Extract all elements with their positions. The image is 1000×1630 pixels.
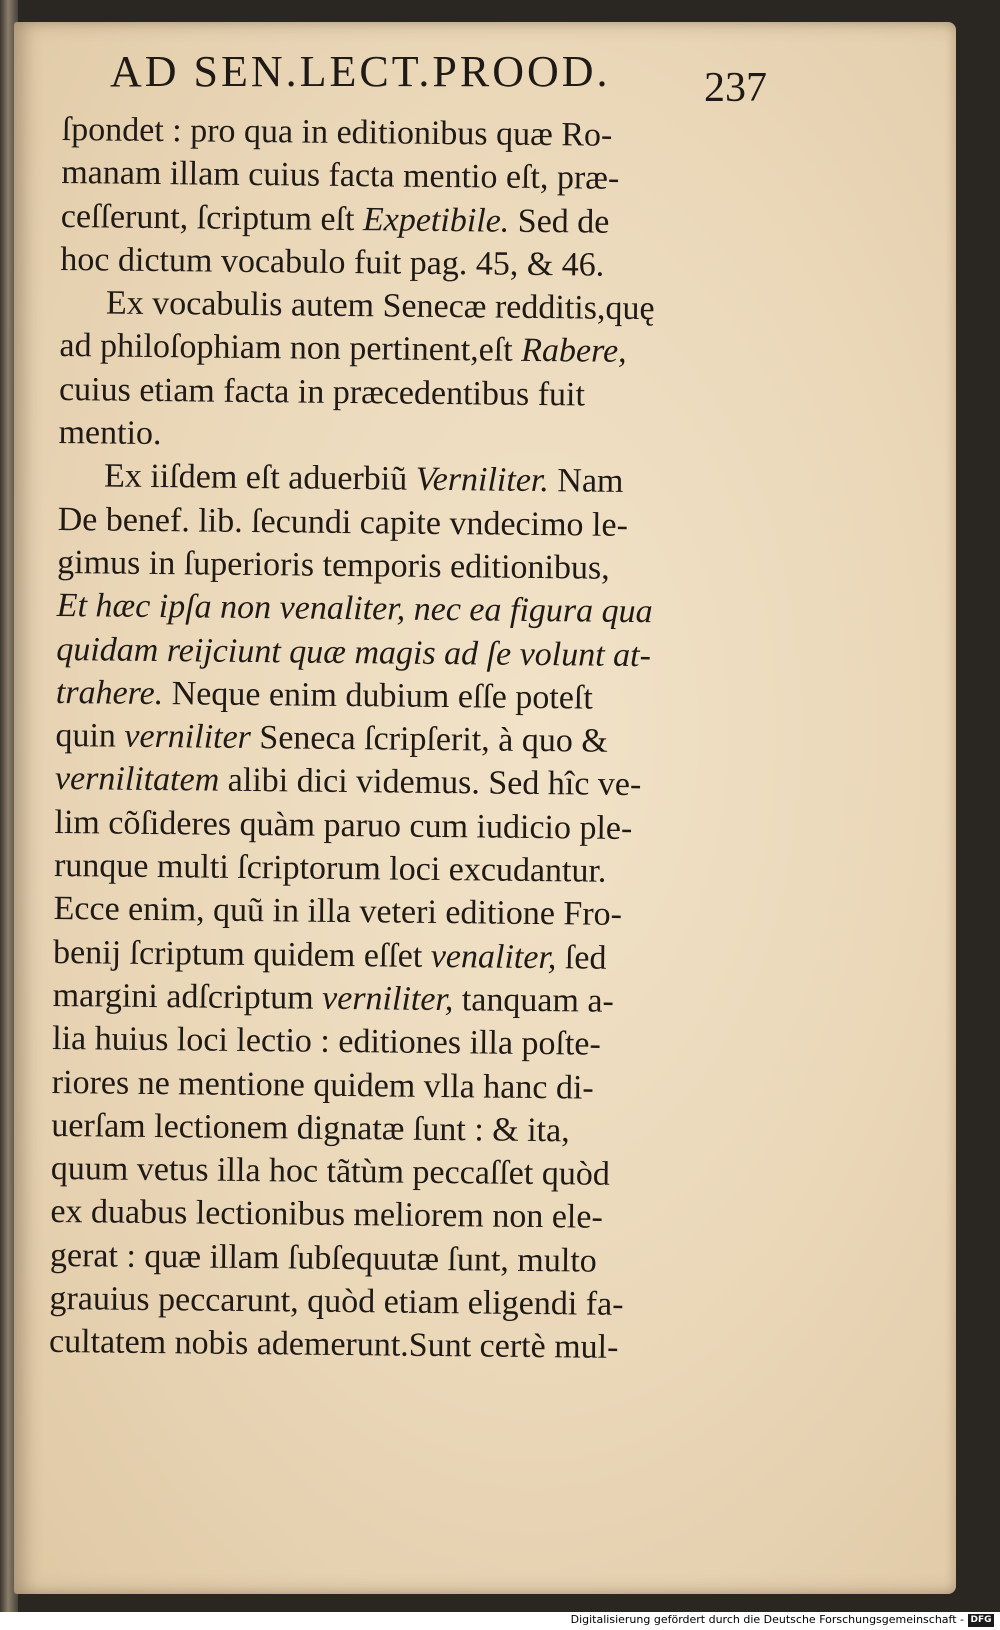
roman-text: lia huius loci lectio : editiones illa poſte- (52, 1020, 602, 1063)
roman-text: margini adſcriptum (52, 976, 323, 1017)
text-line (53, 931, 753, 982)
footer-bar (0, 1612, 1000, 1630)
roman-text: benij ſcriptum quidem eſſet (52, 933, 432, 975)
text-line (49, 1320, 749, 1371)
text-line (51, 1147, 751, 1198)
text-line (58, 411, 758, 462)
roman-text: ex duabus lectionibus meliorem non ele- (50, 1193, 603, 1237)
text-line (60, 238, 760, 289)
roman-text: ad philoſophiam non pertinent,eſt (59, 327, 522, 370)
text-line (61, 151, 761, 202)
text-line (60, 281, 760, 332)
text-line (52, 1017, 752, 1068)
roman-text: quum vetus illa hoc tãtùm peccaſſet quòd (50, 1150, 611, 1193)
roman-text: lim cõſideres quàm paruo cum iudicio ple- (54, 803, 633, 847)
roman-text: mentio. (58, 414, 162, 453)
text-line (50, 1234, 750, 1285)
italic-text: verniliter, (321, 979, 454, 1019)
text-line (54, 844, 754, 895)
roman-text: Seneca ſcripſerit, à quo & (250, 719, 608, 760)
text-line (57, 541, 757, 592)
italic-text: quidam reijciunt quæ magis ad ſe volunt at- (56, 630, 652, 674)
dfg-logo-icon: DFG (968, 1614, 994, 1627)
roman-text: quin (55, 717, 125, 755)
italic-text: Expetibile. (362, 200, 510, 240)
text-line (56, 671, 756, 722)
text-line (57, 498, 757, 549)
roman-text: Ex iiſdem eſt aduerbiũ (103, 457, 416, 499)
roman-text: riores ne mentione quidem vlla hanc di- (51, 1063, 594, 1107)
text-line (58, 454, 758, 505)
running-header: AD SEN.LECT.PROOD. (110, 47, 611, 96)
funding-credit: Digitalisierung gefördert durch die Deutsche Forschungsgemeinschaft - (570, 1613, 964, 1626)
roman-text: cultatem nobis ademerunt.Sunt certè mul- (48, 1323, 619, 1367)
text-line (55, 757, 755, 808)
text-line (59, 368, 759, 419)
roman-text: manam illam cuius facta mentio eſt, præ- (61, 154, 620, 198)
roman-text: ceſſerunt, ſcriptum eſt (60, 197, 364, 238)
roman-text: ſpondet : pro qua in editionibus quæ Ro- (61, 110, 613, 154)
text-line (53, 887, 753, 938)
italic-text: trahere. (55, 673, 164, 712)
text-line (49, 1277, 749, 1328)
italic-text: Et hæc ipſa non venaliter, nec ea figura qua (56, 587, 653, 631)
text-line (52, 974, 752, 1025)
text-line (55, 714, 755, 765)
text-line (52, 1060, 752, 1111)
roman-text: runque multi ſcriptorum loci excudantur. (53, 847, 607, 890)
body-text (49, 108, 762, 1371)
roman-text: De benef. lib. ſecundi capite vndecimo le- (57, 500, 629, 544)
roman-text: uerſam lectionem dignatæ ſunt : & ita, (51, 1106, 570, 1150)
italic-text: venaliter, (430, 937, 557, 976)
roman-text: grauius peccarunt, quòd etiam eligendi fa- (49, 1279, 624, 1323)
roman-text: gimus in ſuperioris temporis editionibus, (57, 543, 610, 587)
italic-text: vernilitatem (54, 760, 220, 800)
roman-text: gerat : quæ illam ſubſequutæ ſunt, multo (49, 1236, 597, 1280)
roman-text: tanquam a- (453, 981, 615, 1020)
text-line (59, 324, 759, 375)
text-line (54, 801, 754, 852)
roman-text: cuius etiam facta in præcedentibus fuit (58, 370, 586, 414)
text-line (62, 108, 762, 159)
roman-text: Ecce enim, quũ in illa veteri editione Fro- (53, 890, 623, 934)
italic-text: verniliter (124, 717, 252, 757)
roman-text: ſed (556, 938, 607, 977)
roman-text: Ex vocabulis autem Senecæ redditis,quę (105, 284, 655, 328)
italic-text: Verniliter. (415, 461, 550, 500)
text-line (57, 584, 757, 635)
roman-text: Neque enim dubium eſſe poteſt (163, 674, 594, 717)
page-number: 237 (704, 65, 767, 111)
roman-text: Sed de (509, 202, 610, 241)
text-line (61, 195, 761, 246)
text-line (51, 1104, 751, 1155)
book-page (14, 22, 956, 1594)
roman-text: Nam (548, 462, 624, 501)
text-line (56, 628, 756, 679)
text-line (50, 1190, 750, 1241)
roman-text: hoc dictum vocabulo fuit pag. 45, & 46. (60, 240, 605, 284)
roman-text: alibi dici videmus. Sed hîc ve- (219, 762, 642, 804)
italic-text: Rabere, (521, 332, 627, 371)
